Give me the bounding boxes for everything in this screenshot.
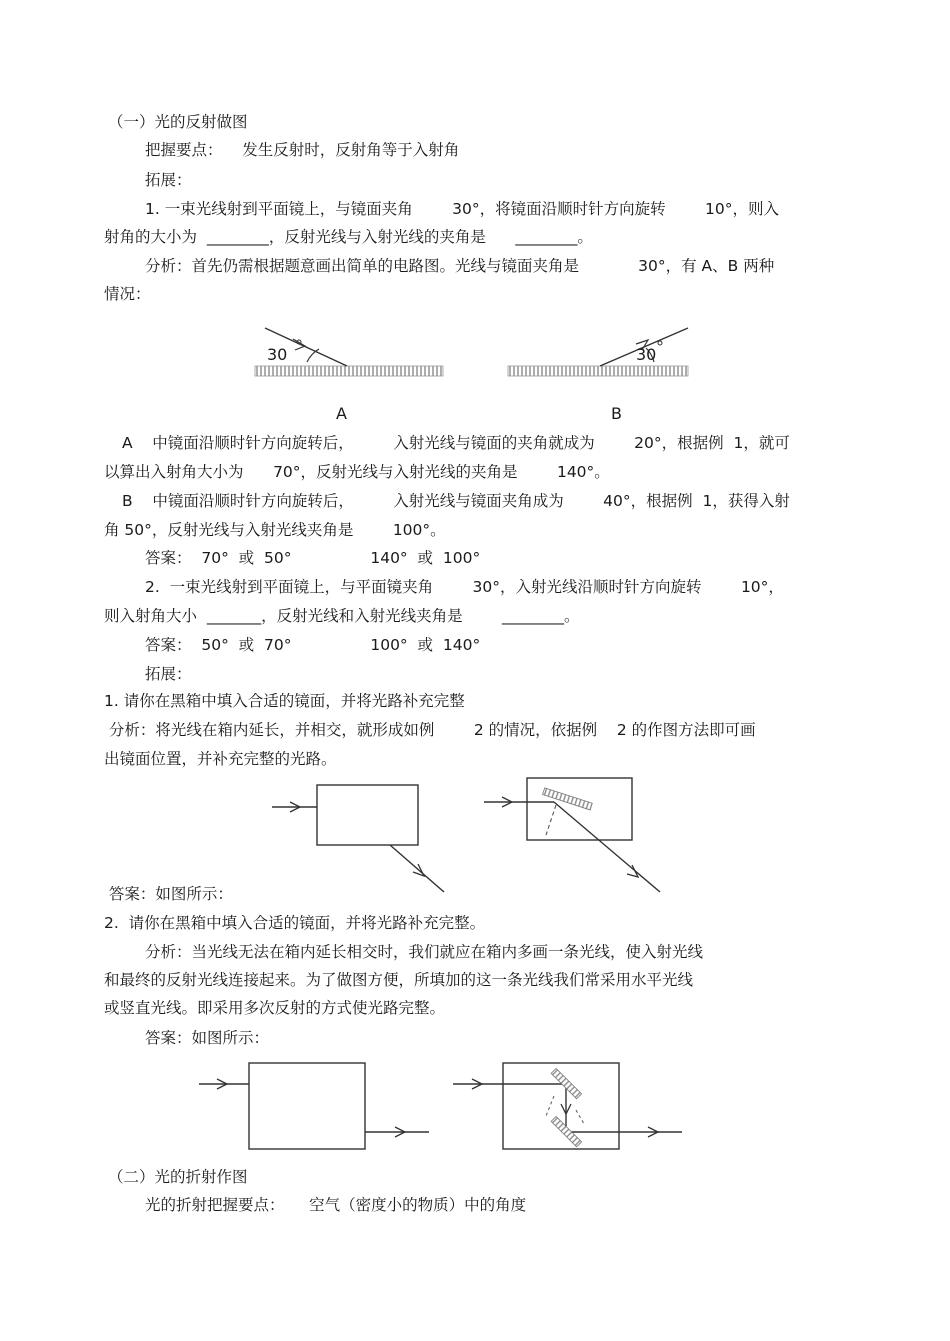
problem1-answer: 答案： 70° 或 50° 140° 或 100° xyxy=(145,549,481,567)
extend-label: 拓展： xyxy=(145,171,192,189)
figure-a-angle-label: 30 xyxy=(267,345,288,364)
problem2-line2: 则入射角大小 _______，反射光线和入射光线夹角是 ________。 xyxy=(104,607,580,625)
blackbox2-question-diagram xyxy=(195,1060,435,1155)
case-a-line2: 以算出入射角大小为 70°，反射光线与入射光线的夹角是 140°。 xyxy=(104,463,610,481)
case-b-line1: B 中镜面沿顺时针方向旋转后， 入射光线与镜面夹角成为 40°，根据例 1，获得入射 xyxy=(122,492,790,510)
section-heading: （一）光的反射做图 xyxy=(108,113,248,131)
blackbox2-analysis-line3: 或竖直光线。即采用多次反射的方式使光路完整。 xyxy=(104,999,446,1017)
section2-key-points: 光的折射把握要点： 空气（密度小的物质）中的角度 xyxy=(145,1196,527,1214)
blackbox1-question: 1. 请你在黑箱中填入合适的镜面，并将光路补充完整 xyxy=(104,692,465,710)
blackbox1-analysis-line2: 出镜面位置，并补充完整的光路。 xyxy=(104,750,337,768)
problem2-answer: 答案： 50° 或 70° 100° 或 140° xyxy=(145,636,481,654)
analysis-line1: 分析：首先仍需根据题意画出简单的电路图。光线与镜面夹角是 30°，有 A、B 两种 xyxy=(145,257,775,275)
blackbox2-answer-diagram xyxy=(448,1060,688,1155)
blackbox1-question-diagram xyxy=(270,780,450,900)
key-points: 把握要点： 发生反射时，反射角等于入射角 xyxy=(145,141,460,159)
problem1-line1: 1. 一束光线射到平面镜上，与镜面夹角 30°，将镜面沿顺时针方向旋转 10°，则入 xyxy=(145,200,779,218)
problem2-line1: 2. 一束光线射到平面镜上，与平面镜夹角 30°，入射光线沿顺时针方向旋转 10°， xyxy=(145,578,784,596)
analysis-line2: 情况： xyxy=(104,285,151,303)
blackbox2-answer: 答案：如图所示： xyxy=(145,1029,270,1047)
figure-b-label: B xyxy=(611,404,622,423)
blackbox1-answer: 答案：如图所示： xyxy=(104,885,233,903)
blackbox1-analysis-line1: 分析：将光线在箱内延长，并相交，就形成如例 2 的情况，依据例 2 的作图方法即可画 xyxy=(104,721,756,739)
section2-heading: （二）光的折射作图 xyxy=(108,1168,248,1186)
figure-b-angle-label: 30 xyxy=(636,345,657,364)
figure-b-diagram xyxy=(508,326,703,381)
blackbox1-answer-diagram xyxy=(482,775,667,900)
blackbox2-analysis-line1: 分析：当光线无法在箱内延长相交时，我们就应在箱内多画一条光线，使入射光线 xyxy=(145,943,704,961)
blackbox2-analysis-line2: 和最终的反射光线连接起来。为了做图方便，所填加的这一条光线我们常采用水平光线 xyxy=(104,971,694,989)
blackbox2-question: 2. 请你在黑箱中填入合适的镜面，并将光路补充完整。 xyxy=(104,914,486,932)
case-b-line2: 角 50°，反射光线与入射光线夹角是 100°。 xyxy=(104,521,446,539)
extend-label-2: 拓展： xyxy=(145,665,192,683)
problem1-line2: 射角的大小为 ________，反射光线与入射光线的夹角是 ________。 xyxy=(104,228,593,246)
case-a-line1: A 中镜面沿顺时针方向旋转后， 入射光线与镜面的夹角就成为 20°，根据例 1，就可 xyxy=(122,434,790,452)
figure-a-label: A xyxy=(336,404,347,423)
